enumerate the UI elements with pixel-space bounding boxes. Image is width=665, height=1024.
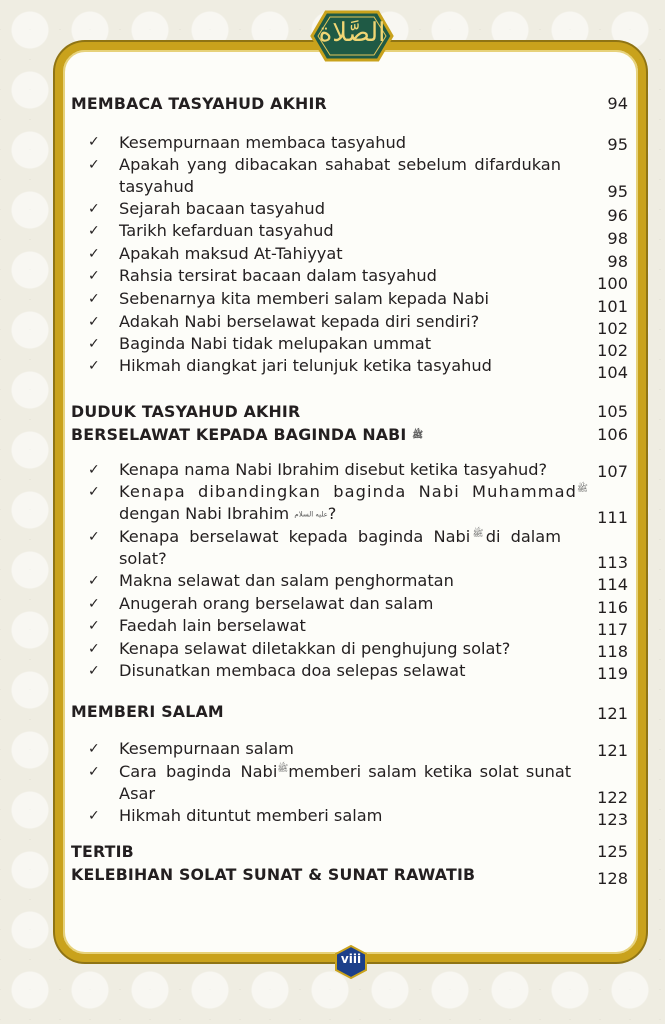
toc-entry[interactable]: Sejarah bacaan tasyahud — [119, 199, 325, 218]
alaihissalam-mark: عليه السلام — [294, 510, 328, 519]
toc-page: 113 — [597, 553, 628, 572]
toc-entry-cont[interactable]: solat? — [119, 549, 167, 568]
toc-entry[interactable]: Anugerah orang berselawat dan salam — [119, 594, 434, 613]
check-icon: ✓ — [88, 246, 100, 262]
salawat-mark: ﷺ — [277, 764, 289, 774]
toc-page: 102 — [597, 341, 628, 360]
toc-page: 96 — [607, 206, 628, 225]
toc-page: 123 — [597, 810, 628, 829]
check-icon: ✓ — [88, 764, 100, 780]
check-icon: ✓ — [88, 291, 100, 307]
toc-page: 128 — [597, 869, 628, 888]
toc-entry[interactable]: Kesempurnaan salam — [119, 739, 294, 758]
check-icon: ✓ — [88, 336, 100, 352]
toc-entry[interactable]: Makna selawat dan salam penghormatan — [119, 571, 454, 590]
toc-entry-text: Cara baginda Nabi — [119, 762, 278, 781]
salawat-mark: ﷺ — [472, 529, 484, 539]
toc-entry[interactable]: Tarikh kefarduan tasyahud — [119, 221, 334, 240]
toc-entry[interactable]: Apakah maksud At-Tahiyyat — [119, 244, 343, 263]
toc-page: 98 — [607, 252, 628, 271]
toc-entry[interactable]: Baginda Nabi tidak melupakan ummat — [119, 334, 432, 353]
emblem-calligraphy: الصَّلاة — [318, 18, 386, 48]
check-icon: ✓ — [88, 223, 100, 239]
check-icon: ✓ — [88, 484, 100, 500]
page-number: viii — [340, 952, 362, 966]
toc-heading[interactable]: KELEBIHAN SOLAT SUNAT & SUNAT RAWATIB — [71, 865, 476, 884]
toc-entry[interactable] — [119, 482, 588, 501]
check-icon: ✓ — [88, 573, 100, 589]
toc-page: 116 — [597, 598, 628, 617]
toc-heading[interactable]: MEMBERI SALAM — [71, 702, 224, 721]
toc-entry-cont[interactable]: tasyahud — [119, 177, 194, 196]
toc-heading-text: BERSELAWAT KEPADA BAGINDA NABI — [71, 425, 407, 444]
check-icon: ✓ — [88, 618, 100, 634]
check-icon: ✓ — [88, 201, 100, 217]
check-icon: ✓ — [88, 529, 100, 545]
toc-entry[interactable]: Hikmah diangkat jari telunjuk ketika tasyahud — [119, 356, 492, 375]
toc-heading[interactable] — [71, 425, 423, 444]
toc-page: 119 — [597, 664, 628, 683]
toc-entry[interactable]: Rahsia tersirat bacaan dalam tasyahud — [119, 266, 437, 285]
toc-entry[interactable]: Disunatkan membaca doa selepas selawat — [119, 661, 466, 680]
toc-page: 105 — [597, 402, 628, 421]
toc-entry[interactable]: Kenapa nama Nabi Ibrahim disebut ketika tasyahud? — [119, 460, 548, 479]
toc-entry-text: memberi salam ketika solat sunat — [288, 762, 572, 781]
toc-page: 118 — [597, 642, 628, 661]
toc-entry-cont[interactable] — [119, 504, 336, 523]
check-icon: ✓ — [88, 596, 100, 612]
toc-entry[interactable]: Sebenarnya kita memberi salam kepada Nabi — [119, 289, 490, 308]
check-icon: ✓ — [88, 268, 100, 284]
toc-page: 101 — [597, 297, 628, 316]
toc-page: 102 — [597, 319, 628, 338]
toc-entry[interactable]: Kesempurnaan membaca tasyahud — [119, 133, 406, 152]
check-icon: ✓ — [88, 314, 100, 330]
toc-entry-text: dengan Nabi Ibrahim — [119, 504, 290, 523]
toc-entry[interactable]: Hikmah dituntut memberi salam — [119, 806, 383, 825]
toc-entry-text: Kenapa dibandingkan baginda Nabi Muhammad — [119, 482, 577, 501]
toc-entry-cont[interactable]: Asar — [119, 784, 156, 803]
toc-page: 117 — [597, 620, 628, 639]
toc-page: 95 — [607, 135, 628, 154]
toc-entry-text: di dalam — [485, 527, 561, 546]
toc-entry[interactable] — [119, 762, 572, 781]
toc-page: 95 — [607, 182, 628, 201]
toc-page: 98 — [607, 229, 628, 248]
toc-entry[interactable]: Kenapa selawat diletakkan di penghujung solat? — [119, 639, 511, 658]
toc-entry-text: Kenapa berselawat kepada baginda Nabi — [119, 527, 471, 546]
check-icon: ✓ — [88, 741, 100, 757]
toc-entry[interactable]: Faedah lain berselawat — [119, 616, 306, 635]
check-icon: ✓ — [88, 157, 100, 173]
toc-heading[interactable]: DUDUK TASYAHUD AKHIR — [71, 402, 301, 421]
salawat-mark: ﷺ — [577, 484, 588, 494]
toc-page: 114 — [597, 575, 628, 594]
toc-page: 107 — [597, 462, 628, 481]
toc-page: 94 — [607, 94, 628, 113]
check-icon: ✓ — [88, 134, 100, 150]
toc-entry[interactable]: Adakah Nabi berselawat kepada diri sendiri? — [119, 312, 480, 331]
toc-entry-text: ? — [327, 504, 337, 523]
check-icon: ✓ — [88, 663, 100, 679]
toc-heading[interactable]: TERTIB — [71, 842, 134, 861]
toc-page: 106 — [597, 425, 628, 444]
toc-page: 100 — [597, 274, 628, 293]
check-icon: ✓ — [88, 641, 100, 657]
toc-page: 121 — [597, 704, 628, 723]
toc-page: 121 — [597, 741, 628, 760]
toc-page: 122 — [597, 788, 628, 807]
salawat-mark: ﷺ — [412, 430, 424, 441]
toc-heading[interactable]: MEMBACA TASYAHUD AKHIR — [71, 94, 327, 113]
toc-entry[interactable] — [119, 527, 561, 546]
check-icon: ✓ — [88, 462, 100, 478]
toc-page: 125 — [597, 842, 628, 861]
toc-page: 104 — [597, 363, 628, 382]
check-icon: ✓ — [88, 358, 100, 374]
check-icon: ✓ — [88, 808, 100, 824]
toc-page: 111 — [597, 508, 628, 527]
toc-entry[interactable]: Apakah yang dibacakan sahabat sebelum difardukan — [119, 155, 561, 174]
